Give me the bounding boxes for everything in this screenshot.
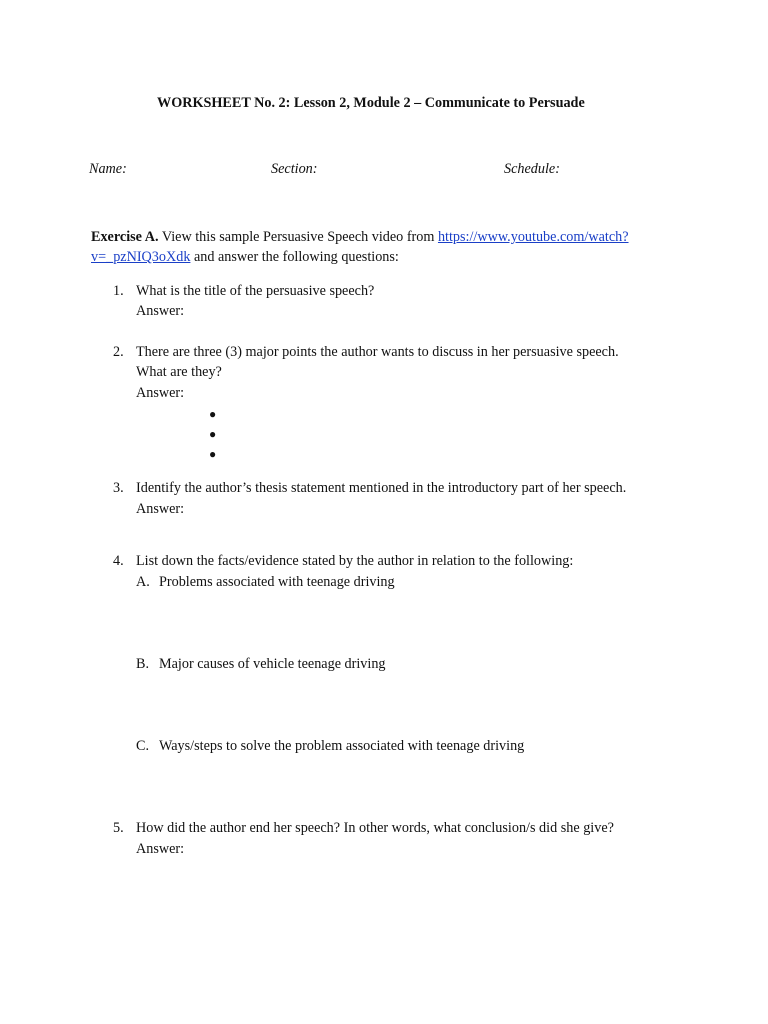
exercise-intro-text: View this sample Persuasive Speech video from (161, 229, 435, 245)
video-link-part1[interactable]: https://www.youtube.com/watch? (437, 229, 629, 245)
question-number: 3. (113, 480, 124, 496)
question-number: 4. (113, 553, 124, 569)
question-text: There are three (3) major points the author wants to discuss in her persuasive speech. (136, 344, 619, 360)
question-text: How did the author end her speech? In other words, what conclusion/s did she give? (136, 820, 614, 836)
subitem-letter: C. (136, 738, 150, 754)
subitem-text: Problems associated with teenage driving (159, 574, 395, 590)
question-text: List down the facts/evidence stated by the author in relation to the following: (136, 553, 574, 569)
subitem-letter: B. (136, 656, 150, 672)
subitem-letter: A. (136, 574, 150, 590)
bullet-point: ● (209, 427, 217, 441)
subitem-text: Major causes of vehicle teenage driving (159, 656, 386, 672)
question-text: Identify the author’s thesis statement mentioned in the introductory part of her speech. (136, 480, 627, 496)
worksheet-title: WORKSHEET No. 2: Lesson 2, Module 2 – Communicate to Persuade (157, 95, 585, 111)
question-number: 1. (113, 283, 124, 299)
exercise-intro-line2 (91, 250, 399, 264)
exercise-intro-tail: and answer the following questions: (193, 249, 399, 265)
question-text-continued: What are they? (136, 364, 222, 380)
video-link-part2[interactable]: v=_pzNIQ3oXdk (91, 249, 191, 265)
question-number: 5. (113, 820, 124, 836)
answer-label: Answer: (136, 385, 185, 401)
question-text: What is the title of the persuasive speech? (136, 283, 375, 299)
exercise-intro-line1 (91, 230, 629, 244)
schedule-field-label: Schedule: (504, 161, 560, 177)
answer-label: Answer: (136, 501, 185, 517)
subitem-text: Ways/steps to solve the problem associated with teenage driving (159, 738, 525, 754)
answer-label: Answer: (136, 303, 185, 319)
section-field-label: Section: (271, 161, 318, 177)
exercise-label: Exercise A. (91, 229, 159, 245)
bullet-point: ● (209, 447, 217, 461)
name-field-label: Name: (89, 161, 127, 177)
question-number: 2. (113, 344, 124, 360)
bullet-point: ● (209, 407, 217, 421)
answer-label: Answer: (136, 841, 185, 857)
